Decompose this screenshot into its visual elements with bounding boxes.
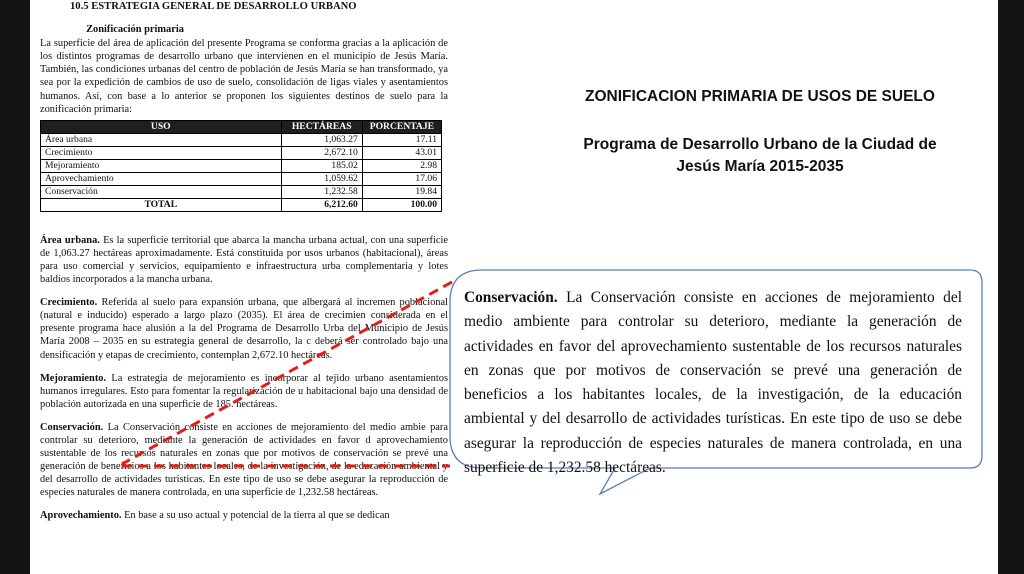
table-cell-hectareas: 1,063.27 <box>281 133 362 146</box>
paragraph-body: En base a su uso actual y potencial de la tierra al que se dedican <box>121 510 390 522</box>
paragraph-term: Crecimiento. <box>40 297 98 309</box>
intro-paragraph: La superficie del área de aplicación del presente Programa se conforma gracias a la aplicación de los distintos programas de desarrollo urbano que intervienen en el municipio de Jesús María. También, las condiciones urbanas del centro de población de Jesús María se han transformado, ya sea por la expedición de cambios de uso de suelo, consolidación de ligas viales y asentamientos humanos. Así, con base a lo anterior se proponen los siguientes destinos de suelo para la zonificación primaria: <box>40 38 448 115</box>
paragraph-body: La Conservación consiste en acciones de mejoramiento del medio ambie para controlar su deterioro, mediante la generación de actividades en favor d aprovechamiento sustentable de los recursos naturales en zonas que por motivos de conservación se prevé una generación de beneficios a los habitantes locales, de la investigación, de la educación ambiental y del desarrollo de actividades turísticas. En este tipo de uso se debe asegurar la reproducción de especies naturales de manera controlada, en una superficie de 1,232.58 hectáreas. <box>40 421 448 499</box>
section-heading: 10.5 ESTRATEGIA GENERAL DE DESARROLLO URBANO <box>70 1 357 12</box>
table-header-hectareas: HECTÁREAS <box>281 120 362 133</box>
callout-text <box>464 286 962 480</box>
paragraph-body: La estrategia de mejoramiento es incorporar al tejido urbano asentamientos humanos irregulares. Esto para fomentar la regularización de u habitacional bajo una densidad de población autorizada en una superficie de 185. hectáreas. <box>40 372 448 410</box>
paragraph-term: Aprovechamiento. <box>40 510 122 522</box>
subheading: Zonificación primaria <box>86 24 184 36</box>
paragraph-term: Mejoramiento. <box>40 372 107 384</box>
title-line-1: ZONIFICACION PRIMARIA DE USOS DE SUELO <box>585 88 935 105</box>
viewer-margin-right <box>998 0 1024 574</box>
table-total-hectareas: 6,212.60 <box>281 198 362 211</box>
callout-body: La Conservación consiste en acciones de mejoramiento del medio ambiente para controlar su deterioro, mediante la generación de actividades en favor del aprovechamiento sustentable de los recursos naturales en zonas que por motivos de conservación se prevé una generación de beneficios a los habitantes locales, de la investigación, de la educación ambiental y del desarrollo de actividades turísticas. En este tipo de uso se debe asegurar la reproducción de especies naturales de manera controlada, en una superficie de 1,232.58 hectáreas. <box>464 289 962 477</box>
table-header-porcentaje: PORCENTAJE <box>362 120 441 133</box>
paragraph-body: Referida al suelo para expansión urbana, que albergará al incremen poblacional (natural e inducido) esperado a largo plazo (2035). El área de crecimien considerada en el presente programa hace alusión a la del Programa de Desarrollo Urba del Municipio de Jesús María 2008 – 2035 en su estrategia general de desarrollo, la c deberá ser controlado bajo una densificación y etapas de crecimiento, contemplan 2,672.10 hectáreas. <box>40 297 448 361</box>
table-cell-uso: Aprovechamiento <box>41 172 282 185</box>
callout-connector-upper <box>122 282 452 464</box>
table-cell-porcentaje: 2.98 <box>362 159 441 172</box>
table-cell-porcentaje: 17.11 <box>362 133 441 146</box>
callout-term: Conservación. <box>464 289 558 306</box>
title-line-2: Programa de Desarrollo Urbano de la Ciudad de Jesús María 2015-2035 <box>583 136 937 175</box>
table-cell-uso: Área urbana <box>41 133 282 146</box>
viewer-margin-left <box>0 0 30 574</box>
table-total-porcentaje: 100.00 <box>362 198 441 211</box>
paragraph-body: Es la superficie territorial que abarca la mancha urbana actual, con una superficie de 1,063.27 hectáreas aproximadamente. Está constituida por usos urbanos (habitacional), áreas para uso comercial y servicios, equipamiento e infraestructura urba complementaria y lotes baldíos incorporados a la mancha urbana. <box>40 234 448 286</box>
table-header-uso: USO <box>41 120 282 133</box>
table-cell-uso: Mejoramiento <box>41 159 282 172</box>
table-cell-porcentaje: 43.01 <box>362 146 441 159</box>
table-cell-uso: Crecimiento <box>41 146 282 159</box>
table-cell-hectareas: 185.02 <box>281 159 362 172</box>
table-total-label: TOTAL <box>41 198 282 211</box>
table-cell-porcentaje: 17.06 <box>362 172 441 185</box>
table-cell-hectareas: 2,672.10 <box>281 146 362 159</box>
paragraph-term: Conservación. <box>40 421 104 433</box>
table-cell-uso: Conservación <box>41 185 282 198</box>
table-cell-hectareas: 1,232.58 <box>281 185 362 198</box>
document-page <box>30 0 998 574</box>
paragraph-term: Área urbana. <box>40 234 100 246</box>
table-cell-porcentaje: 19.84 <box>362 185 441 198</box>
table-cell-hectareas: 1,059.62 <box>281 172 362 185</box>
